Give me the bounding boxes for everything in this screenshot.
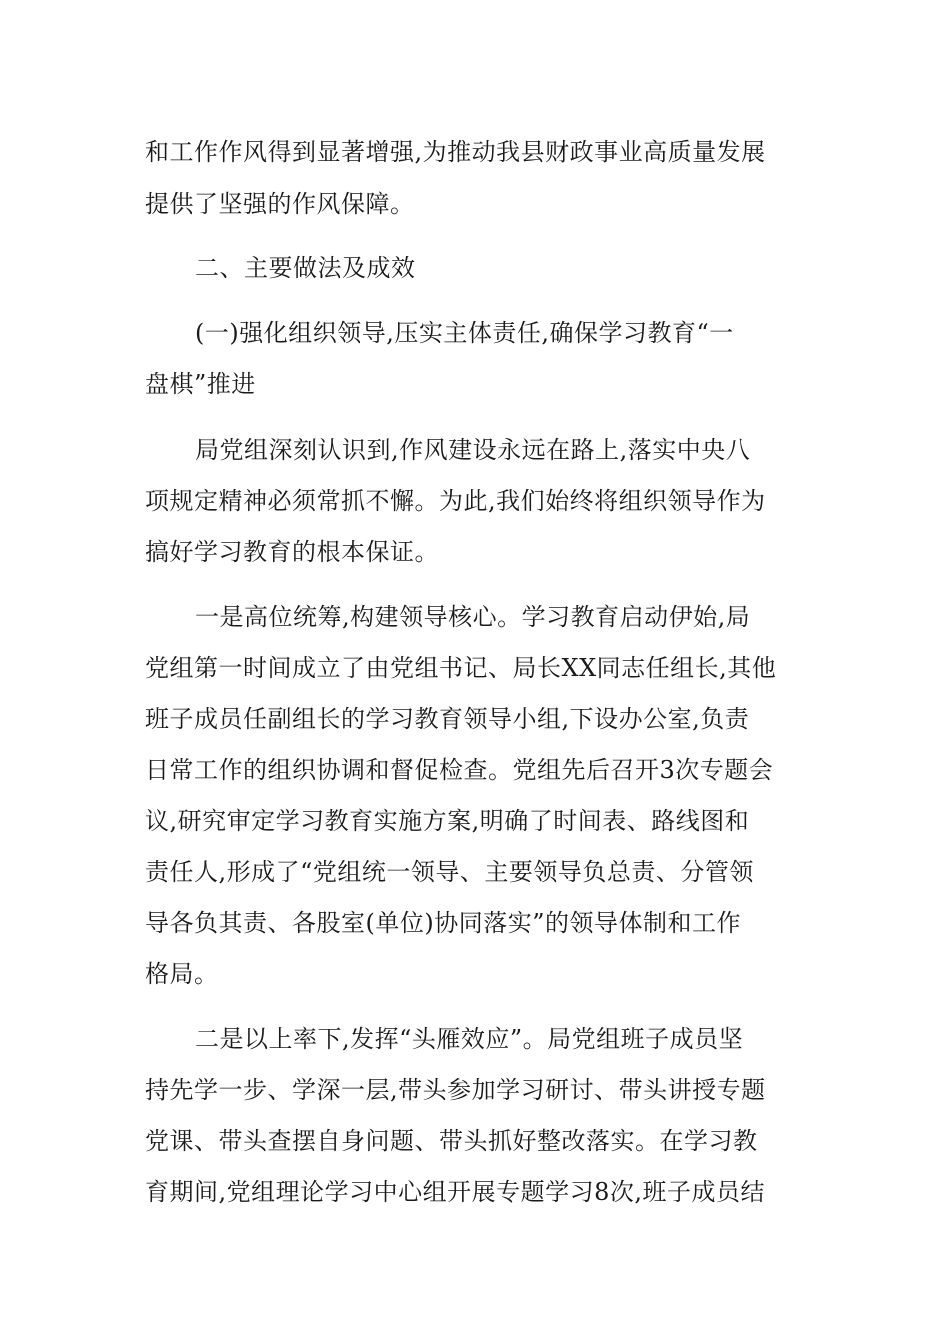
paragraph-line: 局党组深刻认识到,作风建设永远在路上,落实中央八 [195,436,751,464]
subsection-heading-continuation: 盘棋”推进 [145,370,256,398]
paragraph-line: 搞好学习教育的根本保证。 [145,538,439,566]
paragraph-line: 二是以上率下,发挥“头雁效应”。局党组班子成员坚 [195,1025,744,1053]
paragraph-line: 党组第一时间成立了由党组书记、局长XX同志任组长,其他 [145,654,777,682]
paragraph-line: 议,研究审定学习教育实施方案,明确了时间表、路线图和 [145,807,750,835]
paragraph-line: 育期间,党组理论学习中心组开展专题学习8次,班子成员结 [145,1178,766,1206]
paragraph-line: 一是高位统筹,构建领导核心。学习教育启动伊始,局 [195,603,751,631]
paragraph-line: 日常工作的组织协调和督促检查。党组先后召开3次专题会 [145,756,774,784]
paragraph-line: 党课、带头查摆自身问题、带头抓好整改落实。在学习教 [145,1127,758,1155]
paragraph-line: 和工作作风得到显著增强,为推动我县财政事业高质量发展 [145,138,766,166]
paragraph-line: 班子成员任副组长的学习教育领导小组,下设办公室,负责 [145,705,750,733]
paragraph-line: 提供了坚强的作风保障。 [145,190,415,218]
paragraph-line: 责任人,形成了“党组统一领导、主要领导负总责、分管领 [145,858,754,886]
subsection-heading: (一)强化组织领导,压实主体责任,确保学习教育“一 [195,319,734,347]
paragraph-line: 项规定精神必须常抓不懈。为此,我们始终将组织领导作为 [145,487,766,515]
section-heading: 二、主要做法及成效 [195,254,416,282]
paragraph-line: 持先学一步、学深一层,带头参加学习研讨、带头讲授专题 [145,1076,766,1104]
paragraph-line: 导各负其责、各股室(单位)协同落实”的领导体制和工作 [145,909,741,937]
paragraph-line: 格局。 [145,960,219,988]
